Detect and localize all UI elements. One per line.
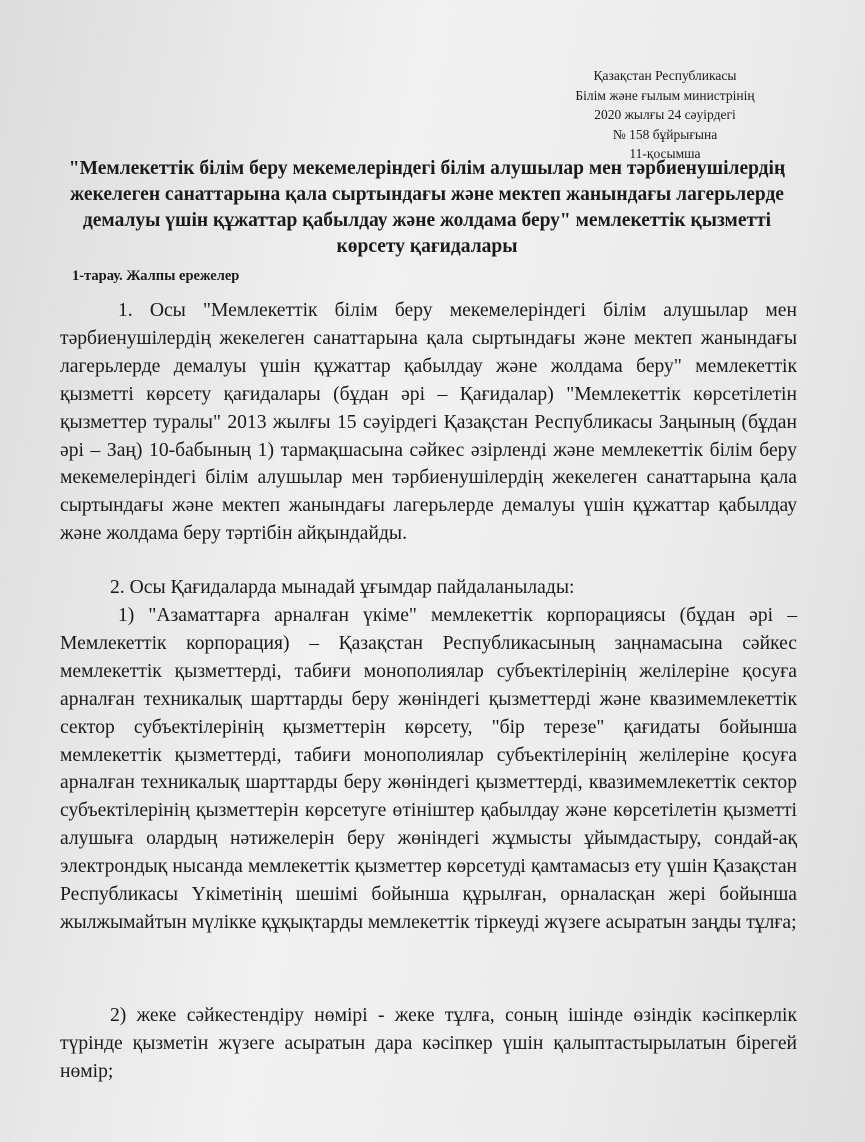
section-heading: 1-тарау. Жалпы ережелер bbox=[72, 268, 240, 284]
header-line: 11-қосымша bbox=[629, 146, 701, 162]
header-line: Білім және ғылым министрінің bbox=[575, 87, 755, 103]
header-line: Қазақстан Республикасы bbox=[593, 68, 737, 83]
paragraph-2: 2. Осы Қағидаларда мынадай ұғымдар пайдаланылады: bbox=[110, 577, 575, 598]
document-title: "Мемлекеттік білім беру мекемелеріндегі білім алушылар мен тәрбиенушілердің жекелеген санаттарына қала сыртындағы және мектеп жанындағы лагерьлерде демалуы үшін құжаттар қабылдау және жолдама беру" мемлекеттік қызметті көрсету қағидалары bbox=[68, 158, 786, 257]
paragraph-1: 1. Осы "Мемлекеттік білім беру мекемелеріндегі білім алушылар мен тәрбиенушілердің жекелеген санаттарына қала сыртындағы және мектеп жанындағы лагерьлерде демалуы үшін құжаттар қабылдау және жолдама беру" мемлекеттік қызметті көрсету қағидалары (бұдан әрі – Қағидалар) "Мемлекеттік көрсетілетін қызметтер туралы" 2013 жылғы 15 сәуірдегі Қазақстан Республикасы Заңының (бұдан әрі – Заң) 10-бабының 1) тармақшасына сәйкес әзірленді және мемлекеттік білім беру мекемелеріндегі білім алушылар мен тәрбиенушілердің жекелеген санаттарына қала сыртындағы және мектеп жанындағы лагерьлерде демалуы үшін құжаттар қабылдау және жолдама беру тәртібін айқындайды. bbox=[60, 300, 797, 545]
paragraph-2-item-2: 2) жеке сәйкестендіру нөмірі - жеке тұлға, соның ішінде өзіндік кәсіпкерлік түрінде қызметін жүзеге асыратын дара кәсіпкер үшін қалыптастырылатын бірегей нөмір; bbox=[60, 1005, 797, 1082]
approval-header bbox=[560, 66, 770, 164]
paragraph-2-item-1: 1) "Азаматтарға арналған үкіме" мемлекеттік корпорациясы (бұдан әрі – Мемлекеттік корпорация) – Қазақстан Республикасының заңнамасына сәйкес мемлекеттік қызметтерді, табиғи монополиялар субъектілерінің желілеріне қосуға арналған техникалық шарттарды беру жөніндегі қызметтерді және квазимемлекеттік сектор субъектілерінің қызметтерін көрсету, "бір терезе" қағидаты бойынша мемлекеттік қызметтерді, табиғи монополиялар субъектілерінің желілеріне қосуға арналған техникалық шарттарды беру жөніндегі қызметтерді, квазимемлекеттік сектор субъектілерінің қызметтерін көрсетуге өтініштер қабылдау және көрсетілетін қызметті алушыға олардың нәтижелерін беру жөніндегі жұмысты ұйымдастыру, сондай-ақ электрондық нысанда мемлекеттік қызметтер көрсетуді қамтамасыз ету үшін Қазақстан Республикасы Үкіметінің шешімі бойынша құрылған, орналасқан жері бойынша жылжымайтын мүлікке құқықтарды мемлекеттік тіркеуді жүзеге асыратын заңды тұлға; bbox=[60, 605, 797, 933]
header-line: № 158 бұйрығына bbox=[612, 126, 718, 142]
header-line: 2020 жылғы 24 сәуірдегі bbox=[594, 107, 736, 123]
